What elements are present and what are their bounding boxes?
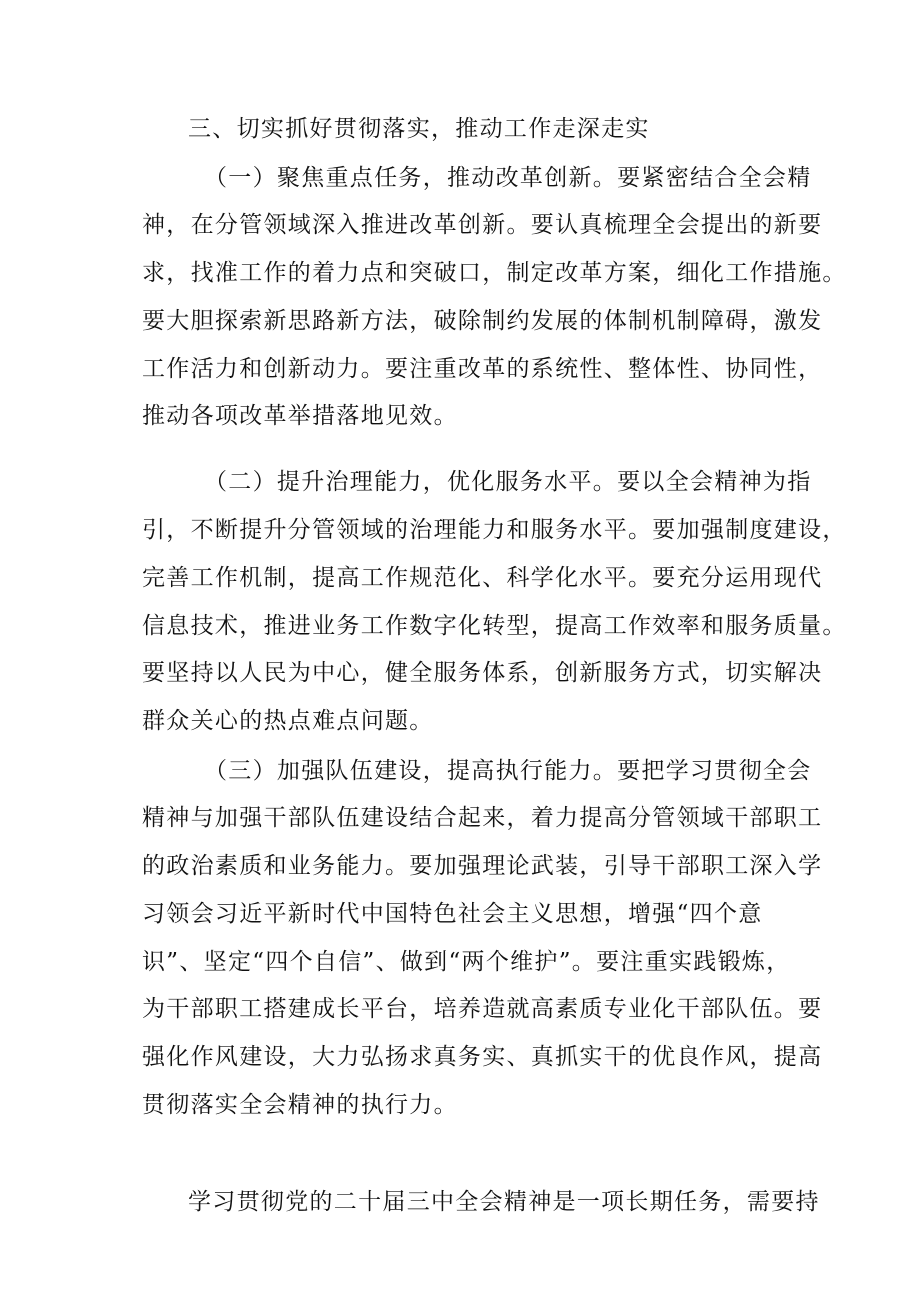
- text-line: 习领会习近平新时代中国特色社会主义思想，增强“四个意: [142, 901, 763, 927]
- text-line: 要大胆探索新思路新方法，破除制约发展的体制机制障碍，激发: [142, 308, 823, 334]
- text-line: 神，在分管领域深入推进改革创新。要认真梳理全会提出的新要: [142, 212, 823, 238]
- text-line: （三）加强队伍建设，提高执行能力。要把学习贯彻全会: [204, 758, 812, 784]
- text-line: 贯彻落实全会精神的执行力。: [142, 1092, 458, 1118]
- text-line: （一）聚焦重点任务，推动改革创新。要紧密结合全会精: [204, 165, 812, 191]
- text-line: 精神与加强干部队伍建设结合起来，着力提高分管领域干部职工: [142, 805, 823, 831]
- text-line: 完善工作机制，提高工作规范化、科学化水平。要充分运用现代: [142, 565, 823, 591]
- text-line: 要坚持以人民为中心，健全服务体系，创新服务方式，切实解决: [142, 660, 823, 686]
- text-line: 群众关心的热点难点问题。: [142, 708, 434, 734]
- text-line: 的政治素质和业务能力。要加强理论武装，引导干部职工深入学: [142, 853, 823, 879]
- section-heading: 三、切实抓好贯彻落实，推动工作走深走实: [188, 116, 650, 142]
- text-line: 识”、坚定“四个自信”、做到“两个维护”。要注重实践锻炼，: [142, 949, 791, 975]
- text-line: 为干部职工搭建成长平台，培养造就高素质专业化干部队伍。要: [142, 996, 823, 1022]
- text-line: 推动各项改革举措落地见效。: [142, 403, 458, 429]
- text-line: 信息技术，推进业务工作数字化转型，提高工作效率和服务质量。: [142, 613, 847, 639]
- text-line: 引，不断提升分管领域的治理能力和服务水平。要加强制度建设，: [142, 517, 847, 543]
- text-line: 工作活力和创新动力。要注重改革的系统性、整体性、协同性，: [142, 356, 823, 382]
- text-line: 学习贯彻党的二十届三中全会精神是一项长期任务，需要持: [188, 1189, 820, 1215]
- text-line: 强化作风建设，大力弘扬求真务实、真抓实干的优良作风，提高: [142, 1044, 823, 1070]
- text-line: 求，找准工作的着力点和突破口，制定改革方案，细化工作措施。: [142, 260, 847, 286]
- text-line: （二）提升治理能力，优化服务水平。要以全会精神为指: [204, 469, 812, 495]
